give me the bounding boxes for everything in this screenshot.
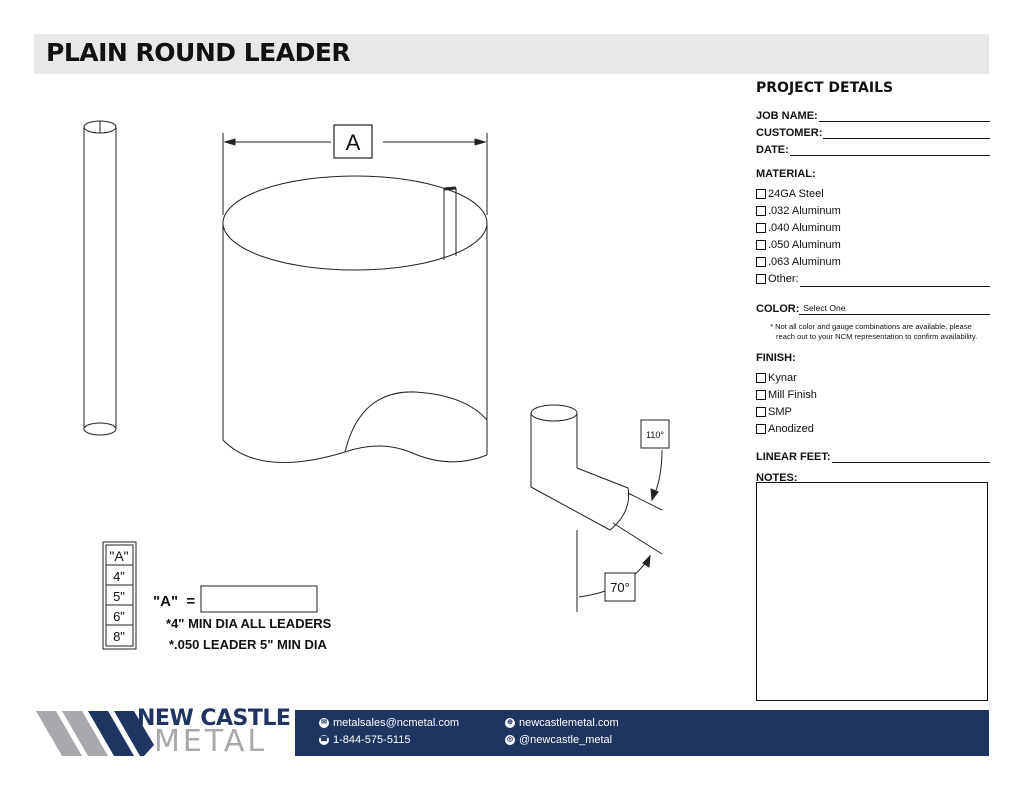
checkbox[interactable] [756,223,766,233]
phone-contact[interactable] [319,734,410,746]
a-equals-label: "A" = [153,593,196,610]
material-label: MATERIAL: [756,168,816,180]
finish-option-label: SMP [768,405,792,418]
finish-option[interactable] [756,386,990,403]
material-option[interactable] [756,202,990,219]
phone-icon: ☎ [319,736,329,743]
logo-wordmark-top: NEW CASTLE [137,706,291,731]
material-option-label: .050 Aluminum [768,238,841,251]
color-note: * Not all color and gauge combinations are available, please reach out to your NCM representation to confirm availability. [770,322,978,341]
finish-option[interactable] [756,369,990,386]
page-title: PLAIN ROUND LEADER [46,38,351,67]
footer-bar [295,710,989,756]
finish-option[interactable] [756,403,990,420]
linear-feet-label: LINEAR FEET: [756,451,831,463]
social-text: @newcastle_metal [519,734,613,746]
size-table-cell: 8" [113,629,125,644]
project-details-panel [756,80,990,489]
date-row [756,139,990,156]
linear-feet-row [756,446,990,463]
globe-icon: ⊕ [505,718,515,728]
checkbox[interactable] [756,257,766,267]
material-option-label: 24GA Steel [768,187,824,200]
date-field[interactable] [790,143,990,156]
material-option[interactable] [756,236,990,253]
job-name-row [756,105,990,122]
logo-wordmark-bottom: METAL [154,724,268,759]
customer-label: CUSTOMER: [756,127,823,139]
size-table-cell: 4" [113,569,125,584]
customer-row [756,122,990,139]
phone-text: 1-844-575-5115 [333,734,411,746]
checkbox[interactable] [756,206,766,216]
checkbox[interactable] [756,390,766,400]
finish-label: FINISH: [756,352,796,364]
thin-pipe-drawing [84,121,116,435]
checkbox[interactable] [756,274,766,284]
linear-feet-field[interactable] [832,450,990,463]
email-contact[interactable] [319,717,459,729]
material-option[interactable] [756,253,990,270]
website-contact[interactable] [505,717,619,729]
material-option-label: .063 Aluminum [768,255,841,268]
website-text: newcastlemetal.com [519,717,619,729]
color-label: COLOR: [756,303,800,315]
email-text: metalsales@ncmetal.com [333,717,460,729]
large-cylinder-drawing [223,125,487,463]
finish-option-label: Anodized [768,422,814,435]
dimension-a-label: A [345,130,361,155]
finish-option-label: Kynar [768,371,797,384]
project-details-heading: PROJECT DETAILS [756,80,894,96]
customer-field[interactable] [823,126,990,139]
size-table-cell: 6" [113,609,125,624]
checkbox[interactable] [756,240,766,250]
finish-option[interactable] [756,420,990,437]
material-option[interactable] [756,185,990,202]
job-name-field[interactable] [819,109,990,122]
checkbox[interactable] [756,373,766,383]
other-material-field[interactable] [800,274,990,287]
elbow-drawing [531,405,669,612]
material-option-other[interactable] [756,270,990,287]
angle-70-label: 70° [610,580,630,595]
size-table-header: "A" [109,548,129,564]
date-label: DATE: [756,144,789,156]
finish-option-label: Mill Finish [768,388,817,401]
notes-field[interactable] [756,482,988,701]
color-row [756,298,990,315]
email-icon: ✉ [319,718,329,728]
a-value-field[interactable] [201,586,317,612]
size-table [103,542,136,649]
instagram-icon: ◎ [506,736,514,743]
min-dia-note: *4" MIN DIA ALL LEADERS [166,616,332,631]
size-table-cell: 5" [113,589,125,604]
color-select[interactable]: Select One [799,302,990,315]
angle-110-label: 110° [646,430,664,440]
checkbox[interactable] [756,424,766,434]
checkbox[interactable] [756,189,766,199]
material-option[interactable] [756,219,990,236]
material-option-label: .040 Aluminum [768,221,841,234]
notes-label: NOTES: [756,472,798,484]
leader-050-note: *.050 LEADER 5" MIN DIA [169,637,327,652]
checkbox[interactable] [756,407,766,417]
social-contact[interactable] [505,734,612,746]
material-option-label: .032 Aluminum [768,204,841,217]
job-name-label: JOB NAME: [756,110,818,122]
material-option-label: Other: [768,272,799,285]
